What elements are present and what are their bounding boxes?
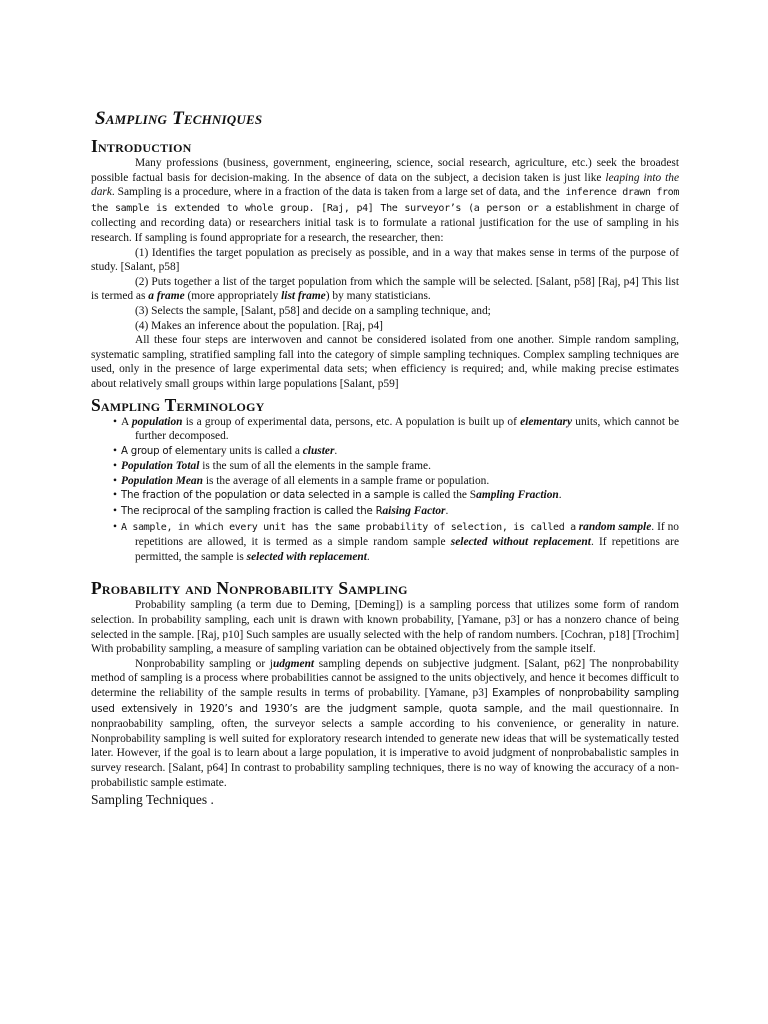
emphasis-leaping: leaping into the dark	[91, 171, 680, 199]
list-item	[113, 459, 679, 474]
list-item	[113, 520, 679, 565]
bullet-icon: •	[113, 444, 117, 457]
terminology-list	[91, 415, 679, 565]
text-run: lementary units is called a	[180, 444, 303, 457]
text-run-sans: The fraction of the population or data selected in a sample is	[121, 490, 421, 502]
probability-paragraph: Probability sampling (a term due to Deming, [Deming]) is a sampling porcess that utilizes some form of random selection. In probability sampling, each unit is drawn with known probability, [Yamane, p3] or has a nonzero chance of being selected in the sample. [Raj, p10] Such samples are usually selected with the help of random numbers. [Cochran, p18] [Trochim] With probability sampling, a measure of sampling variation can be obtained objectively from the sample itself.	[91, 599, 679, 656]
bullet-icon: •	[113, 505, 117, 518]
text-run: ) by many statisticians.	[325, 290, 431, 303]
text-run: is a group of experimental data, persons, etc. A population is built up of	[182, 415, 521, 428]
text-run: .	[558, 489, 562, 502]
term-cluster: cluster	[302, 444, 335, 457]
text-run: units, which cannot be further decomposed.	[135, 415, 680, 443]
text-run: is the average of all elements in a sample frame or population.	[202, 474, 490, 487]
nonprobability-paragraph	[91, 657, 679, 790]
document-page	[91, 108, 679, 808]
text-run: (2) Puts together a list of the target population from which the sample will be selected. [Salant, p58] [Raj, p4] This list is termed as	[91, 275, 679, 303]
term-population-mean: Population Mean	[121, 474, 203, 487]
term-without-replacement: selected without replacement	[450, 536, 591, 549]
term-judgment: udgment	[272, 657, 315, 670]
term-raising-factor: aising Factor	[382, 505, 446, 518]
text-run: A	[121, 415, 132, 428]
term-population-total: Population Total	[121, 460, 200, 473]
step-3: (3) Selects the sample, [Salant, p58] and decide on a sampling technique, and;	[135, 304, 491, 317]
text-run: .	[334, 444, 338, 457]
emphasis-list-frame: list frame	[281, 290, 326, 303]
text-run-sans: The reciprocal of the sampling fraction is called the R	[121, 506, 383, 518]
text-run: . If no repetitions are allowed, it is termed as a simple random sample	[135, 520, 679, 549]
step-2	[91, 275, 679, 304]
term-elementary: elementary	[520, 415, 573, 428]
text-run: establishment in charge of collecting and recording data) or researchers initial task is to formulate a rational justification for the use of sampling in his research. If sampling is found appropriate for a research, the researcher, then:	[91, 201, 679, 244]
bullet-icon: •	[113, 489, 117, 502]
text-run: .	[366, 550, 370, 563]
text-run: and the mail questionnaire. In nonpraobability sampling, often, the surveyor selects a sample according to his convenience, or generality in nature. Nonprobability sampling is well suited for exploratory research intended to generate new ideas that will be systematically tested later. However, if the goal is to learn about a large population, it is imperative to avoid judgment of nonprobabalistic samples in survey research. [Salant, p64] In contrast to probability sampling techniques, there is no way of knowing the accuracy of a non-probabilistic sample estimate.	[91, 702, 679, 789]
list-item	[113, 474, 679, 489]
heading-sampling-terminology: Sampling Terminology	[91, 394, 265, 415]
step-1: (1) Identifies the target population as precisely as possible, and in a way that makes sense in terms of the purpose of study. [Salant, p58]	[91, 246, 679, 274]
text-run: Nonprobability sampling or j	[135, 657, 273, 670]
bullet-icon: •	[113, 460, 117, 473]
text-run-sans: Examples of nonprobability sampling used extensively in 1920’s and 1930’s are the judgment sample, quota sample,	[91, 688, 679, 715]
list-item	[113, 415, 679, 444]
term-population: population	[131, 415, 183, 428]
text-run-sans: A group of e	[121, 445, 181, 457]
list-item	[113, 488, 679, 504]
list-item	[113, 504, 679, 520]
text-run: (more appropriately	[184, 290, 282, 303]
term-with-replacement: selected with replacement	[246, 550, 367, 563]
document-title: Sampling Techniques	[95, 108, 263, 129]
footer-text: Sampling Techniques .	[91, 792, 214, 808]
intro-paragraph	[91, 156, 679, 246]
text-run-mono: A sample, in which every unit has the same probability of selection, is called a	[121, 521, 576, 533]
term-sampling-fraction: ampling Fraction	[476, 489, 559, 502]
text-run: Many professions (business, government, engineering, science, social research, agriculture, etc.) seek the broadest possible factual basis for decision-making. In the absence of data on the subject, a decision taken is just like	[91, 157, 679, 184]
step-4: (4) Makes an inference about the population. [Raj, p4]	[135, 319, 383, 332]
list-item	[113, 444, 679, 460]
heading-introduction: Introduction	[91, 136, 192, 156]
bullet-icon: •	[113, 474, 117, 487]
text-run: . If repetitions are permitted, the sample is	[135, 536, 680, 563]
text-run: . Sampling is a procedure, where in a fraction of the data is taken from a large set of data, and	[111, 186, 543, 199]
text-run-mono: the inference drawn from the sample is extended to whole group. [Raj, p4] The surveyor’s (a person or a	[91, 187, 680, 214]
bullet-icon: •	[113, 520, 117, 533]
text-run: is the sum of all the elements in the sample frame.	[199, 460, 431, 473]
heading-probability-sampling: Probability and Nonprobability Sampling	[91, 578, 408, 599]
bullet-icon: •	[113, 415, 117, 428]
emphasis-a-frame: a frame	[148, 290, 185, 303]
text-run: sampling depends on subjective judgment. [Salant, p62] The nonprobability method of sampling is a process where probabilities cannot be assigned to the units objectively, and hence it becomes difficult to determine the reliability of the sample results in terms of probability. [Yamane, p3]	[91, 657, 679, 699]
term-random-sample: random sample	[578, 520, 652, 533]
intro-closing-paragraph: All these four steps are interwoven and cannot be considered isolated from one another. Simple random sampling, systematic sampling, stratified sampling fall into the category of simple sampling techniques. Complex sampling techniques are used, only in the presence of large experimental data sets; when efficiency is required; and, while making precise estimates about relatively small groups within large populations [Salant, p59]	[91, 334, 679, 390]
text-run: .	[445, 505, 449, 518]
text-run: called the S	[420, 489, 477, 502]
